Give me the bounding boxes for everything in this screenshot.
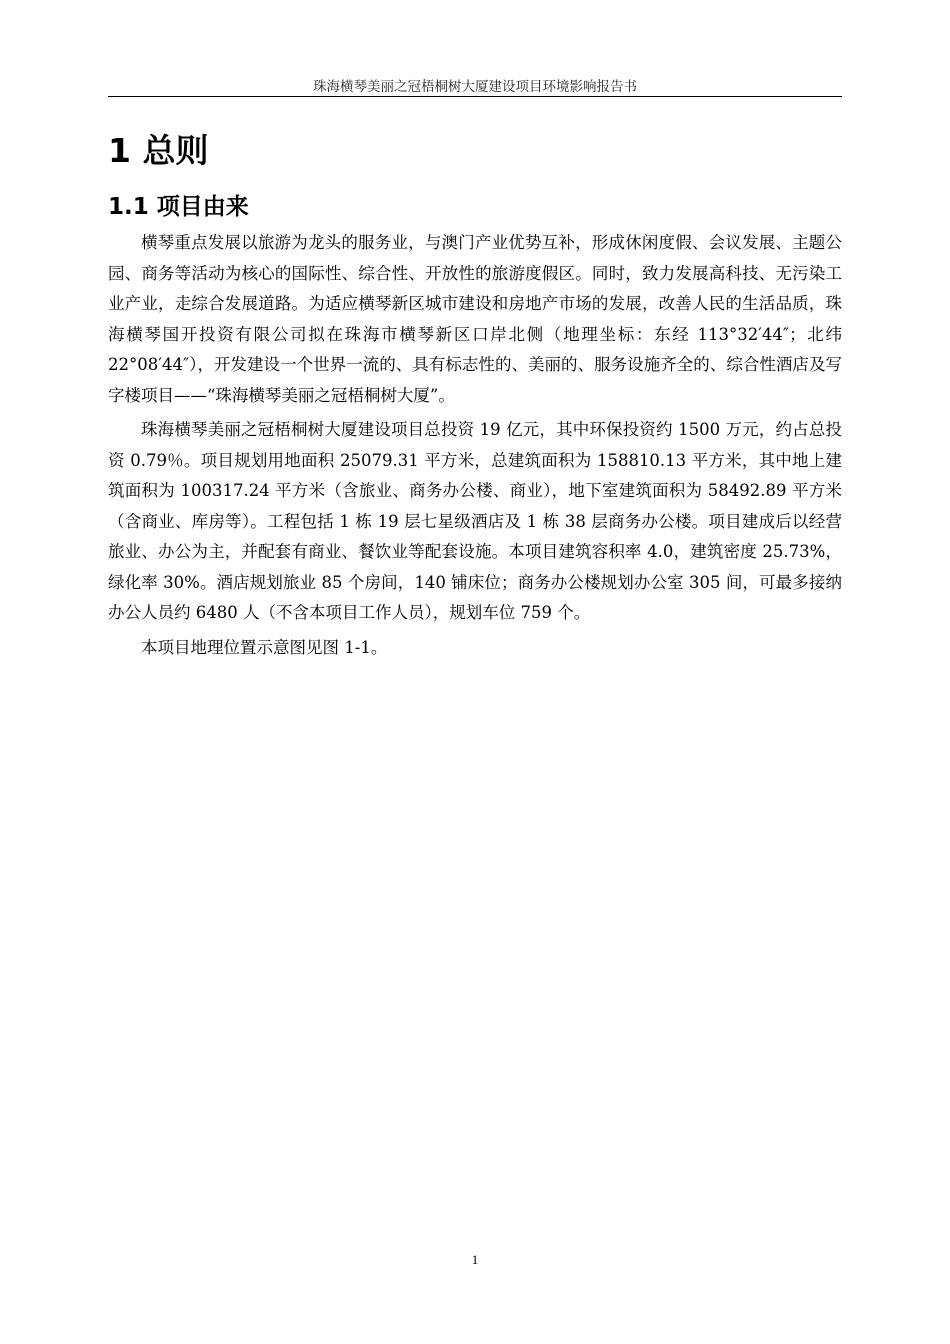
section-title: 1.1 项目由来 [108,194,249,220]
paragraph-background: 横琴重点发展以旅游为龙头的服务业，与澳门产业优势互补，形成休闲度假、会议发展、主题公园、商务等活动为核心的国际性、综合性、开放性的旅游度假区。同时，致力发展高科技、无污染工业产业，走综合发展道路。为适应横琴新区城市建设和房地产市场的发展，改善人民的生活品质，珠海横琴国开投资有限公司拟在珠海市横琴新区口岸北侧（地理坐标：东经 113°32′44″；北纬 22°08′44″），开发建设一个世界一流的、具有标志性的、美丽的、服务设施齐全的、综合性酒店及写字楼项目——“珠海横琴美丽之冠梧桐树大厦”。 [108,233,842,405]
chapter-title: 1 总则 [108,131,209,170]
header-rule [108,96,842,97]
paragraph-figure-reference: 本项目地理位置示意图见图 1-1。 [141,637,388,657]
running-header: 珠海横琴美丽之冠梧桐树大厦建设项目环境影响报告书 [313,79,637,95]
paragraph-investment: 珠海横琴美丽之冠梧桐树大厦建设项目总投资 19 亿元，其中环保投资约 1500 万元，约占总投资 0.79％。项目规划用地面积 25079.31 平方米，总建筑面积为 158810.13 平方米，其中地上建筑面积为 100317.24 平方米（含旅业、商务办公楼、商业），地下室建筑面积为 58492.89 平方米（含商业、库房等）。工程包括 1 栋 19 层七星级酒店及 1 栋 38 层商务办公楼。项目建成后以经营旅业、办公为主，并配套有商业、餐饮业等配套设施。本项目建筑容积率 4.0，建筑密度 25.73%，绿化率 30%。酒店规划旅业 85 个房间，140 铺床位；商务办公楼规划办公室 305 间，可最多接纳办公人员约 6480 人（不含本项目工作人员），规划车位 759 个。 [108,420,842,622]
page-number: 1 [471,1252,479,1267]
section-body [108,228,842,667]
